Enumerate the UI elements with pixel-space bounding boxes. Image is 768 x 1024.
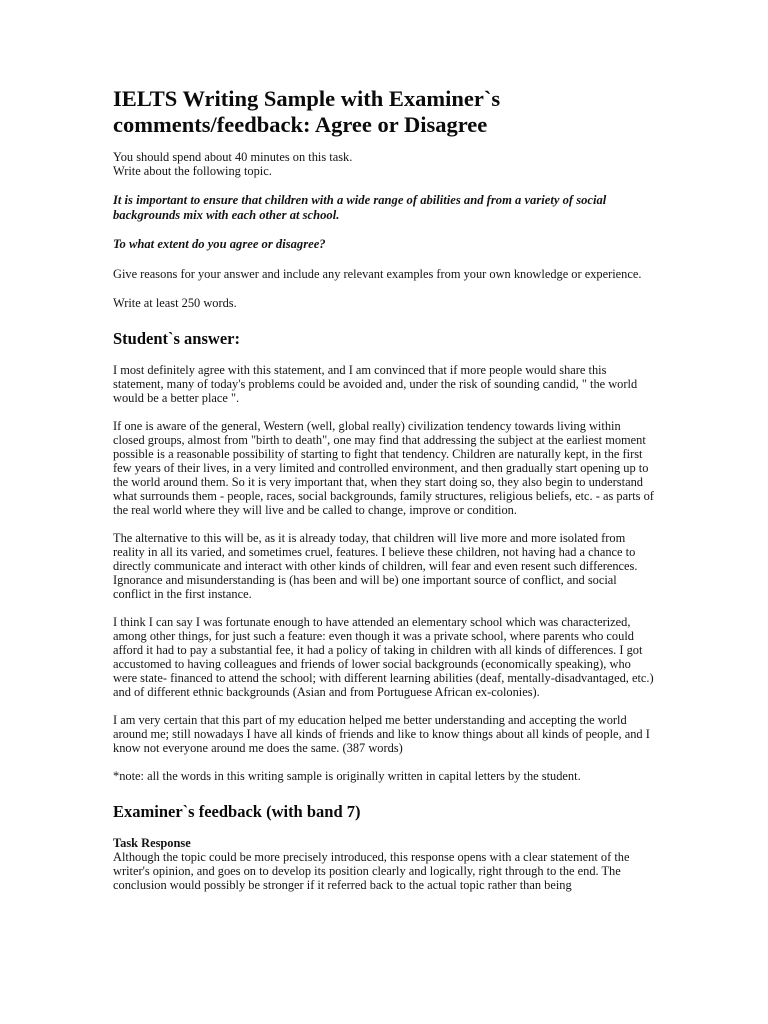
essay-question: To what extent do you agree or disagree? bbox=[113, 237, 326, 251]
word-count-instruction: Write at least 250 words. bbox=[113, 295, 237, 310]
feedback-section-text: Although the topic could be more precisely introduced, this response opens with a clear statement of the writer's opinion, and goes on to develop its position clearly and logically, right through to the end. The conclusion would possibly be stronger if it referred back to the actual topic rather than being bbox=[113, 849, 630, 892]
feedback-section-task-response bbox=[113, 836, 654, 892]
task-intro-line-1: You should spend about 40 minutes on this task. bbox=[113, 150, 353, 164]
student-paragraph-3: The alternative to this will be, as it is already today, that children will live more and more isolated from reality in all its varied, and sometimes cruel, features. I believe these children, not having had a chance to directly communicate and interact with other kinds of children, will fear and even resent such differences. Ignorance and misunderstanding is (has been and will be) one important source of conflict, and social conflict in the first instance. bbox=[113, 530, 638, 601]
student-note: *note: all the words in this writing sample is originally written in capital letters by the student. bbox=[113, 768, 581, 783]
document-content bbox=[113, 86, 654, 892]
document-title: IELTS Writing Sample with Examiner`s comments/feedback: Agree or Disagree bbox=[113, 86, 501, 137]
examiner-feedback-heading: Examiner`s feedback (with band 7) bbox=[113, 801, 361, 821]
student-paragraph-5: I am very certain that this part of my education helped me better understanding and accepting the world around me; still nowadays I have all kinds of friends and like to know things about all kinds of people, and I know not everyone around me does the same. (387 words) bbox=[113, 712, 650, 755]
student-answer-heading: Student`s answer: bbox=[113, 328, 240, 348]
student-paragraph-2: If one is aware of the general, Western (well, global really) civilization tendency towards living within closed groups, almost from "birth to death", one may find that addressing the subject at the earliest moment possible is a reasonable possibility of starting to fight that tendency. Children are naturally kept, in the first few years of their lives, in a very limited and controlled environment, and then gradually start opening up to the world around them. So it is very important that, when they start doing so, they also begin to understand what surrounds them - people, races, social backgrounds, family structures, religious beliefs, etc. - as parts of the real world where they will live and be called to change, improve or condition. bbox=[113, 418, 654, 517]
task-instructions: Give reasons for your answer and include any relevant examples from your own knowledge or experience. bbox=[113, 266, 642, 281]
student-paragraph-1: I most definitely agree with this statement, and I am convinced that if more people would share this statement, many of today's problems could be avoided and, under the risk of sounding candid, " the world would be a better place ". bbox=[113, 362, 638, 405]
task-intro-line-2: Write about the following topic. bbox=[113, 164, 272, 178]
student-paragraph-4: I think I can say I was fortunate enough to have attended an elementary school which was characterized, among other things, for just such a feature: even though it was a private school, where parents who could afford it had to pay a substantial fee, it had a policy of taking in children with all kinds of differences. I got accustomed to having colleagues and friends of lower social backgrounds (economically speaking), who were state- financed to attend the school; with different learning abilities (deaf, mentally-disadvantaged, etc.) and of different ethnic backgrounds (Asian and from Portuguese African ex-colonies). bbox=[113, 614, 654, 699]
task-intro bbox=[113, 150, 654, 178]
essay-prompt: It is important to ensure that children with a wide range of abilities and from a variety of social backgrounds mix with each other at school. bbox=[113, 193, 607, 222]
feedback-section-title: Task Response bbox=[113, 835, 191, 850]
